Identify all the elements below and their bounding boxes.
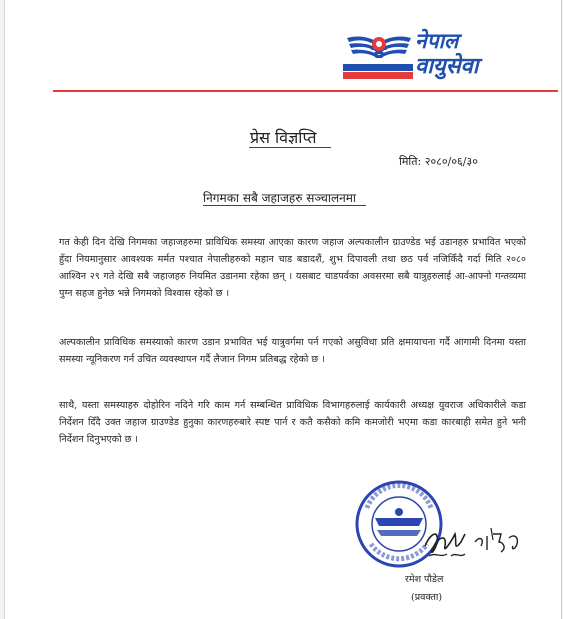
headline: निगमका सबै जहाजहरु सञ्चालनमा [203,191,357,205]
header-divider [53,90,558,92]
press-release-title: प्रेस विज्ञप्ति [250,128,317,147]
document-date: मिति: २०८०/०६/३० [399,155,478,168]
paragraph: गत केही दिन देखि निगमका जहाजहरुमा प्राविधिक समस्या आएका कारण जहाज अल्पकालीन ग्राउण्डेड भई उडानहरु प्रभावित भएको हुँदा नियमानुसार आवश्यक मर्मत पश्चात नेपालीहरुको महान चाड बडादशैं, शुभ दिपावली तथा छठ पर्व नजिकिँदै गर्दा मिति २०८० आश्विन २९ गते देखि सबै जहाजहरु नियमित उडानमा रहेका छन् । यसबाट चाडपर्वका अवसरमा सबै यात्रुहरुलाई आ-आफ्नो गन्तव्यमा पुग्न सहज हुनेछ भन्ने निगमको विश्वास रहेको छ । [59,237,526,299]
logo-text-airlines: वायुसेवा [415,54,479,79]
headline-underline [203,205,366,206]
document-page [4,0,562,619]
signer-name: रमेश पौडेल [405,574,444,585]
title-underline [249,147,331,148]
logo-text-nepal: नेपाल [415,29,459,53]
signature [421,512,531,572]
paragraph: साथै, यस्ता समस्याहरु दोहोरिन नदिने गरि काम गर्न सम्बन्धित प्राविधिक विभागहरुलाई कार्यकारी अध्यक्ष युवराज अधिकारीले कडा निर्देशन दिँदै उक्त जहाज ग्राउण्डेड हुनुका कारणहरुबारे स्पष्ट पार्न र कतै कसैको कमि कमजोरी भएमा कडा कारबाही समेत हुने भनी निर्देशन दिनुभएको छ । [59,400,526,445]
signer-role: (प्रवक्ता) [411,592,443,603]
paragraph: अल्पकालीन प्राविधिक समस्याको कारण उडान प्रभावित भई यात्रुवर्गमा पर्न गएको असुविधा प्रति क्षमायाचना गर्दै आगामी दिनमा यस्ता समस्या न्यूनिकरण गर्न उचित व्यवस्थापन गर्दै लैजान निगम प्रतिबद्ध रहेको छ । [59,337,526,365]
